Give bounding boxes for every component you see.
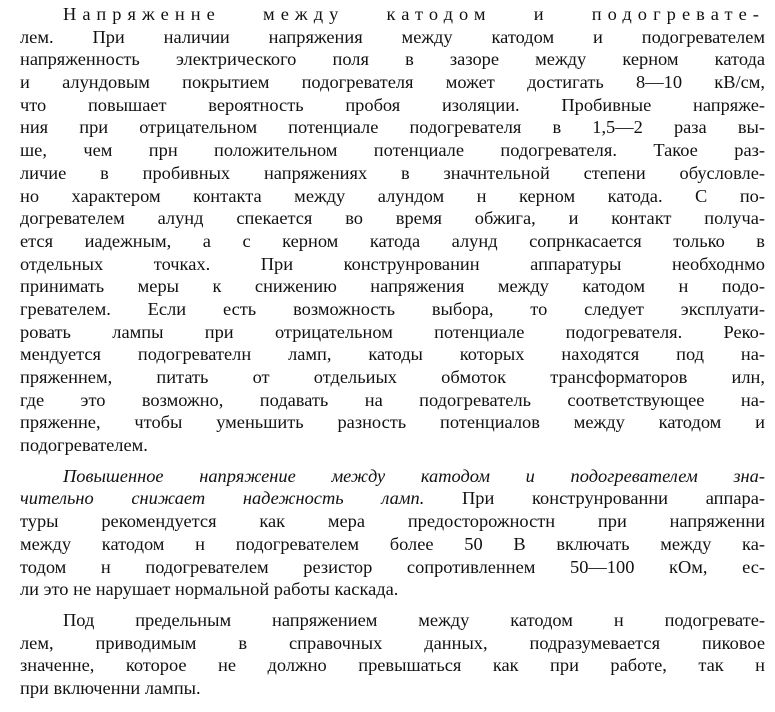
text-line: тодом н подогревателем резистор сопротивленнем 50—100 кОм, ес- [20, 556, 765, 577]
text-line: значенне, которое не должно превышаться как при работе, так н [20, 655, 765, 676]
text-line: что повышает вероятность пробоя изоляции. Пробивные напряже- [20, 94, 765, 115]
mixed-line [20, 487, 765, 510]
text-line: Под предельным напряжением между катодом н подогревате- [63, 609, 765, 630]
text-line: туры рекомендуется как мера предосторожностн при напряженни [20, 511, 765, 532]
text-line: где это возможно, подавать на подогреватель соответствующее на- [20, 389, 765, 410]
text-line: но характером контакта между алундом н керном катода. С по- [20, 185, 765, 206]
paragraph-peak-voltage [20, 609, 765, 700]
italic-lead-line: Повышенное напряжение между катодом и подогревателем зна- [63, 465, 765, 486]
text-line: личие в пробивных напряжениях в значнтельной степени обусловле- [20, 162, 765, 183]
italic-lead-end: чительно снижает надежность ламп. [20, 488, 425, 509]
text-line: между катодом н подогревателем более 50 В включать между ка- [20, 533, 765, 554]
text-line: лем. При наличии напряжения между катодом и подогревателем [20, 26, 765, 47]
paragraph-gap [20, 601, 765, 609]
text-line: и алундовым покрытием подогревателя может достигать 8—10 кВ/см, [20, 72, 765, 93]
text-line: ровать лампы при отрицательном потенциале подогревателя. Реко- [20, 321, 765, 342]
text-line: ется иадежным, а с керном катода алунд сопрнкасается только в [20, 230, 765, 251]
text-line: ше, чем прн положительном потенциале подогревателя. Такое раз- [20, 140, 765, 161]
text-line: ли это не нарушает нормальной работы каскада. [20, 579, 399, 600]
paragraph-increased-voltage [20, 465, 765, 601]
text-line: мендуется подогревателн ламп, катоды которых находятся под на- [20, 344, 765, 365]
text-line: при включенни лампы. [20, 677, 201, 698]
text-line: гревателем. Если есть возможность выбора, то следует эксплуати- [20, 298, 765, 319]
paragraph-heading: Напряженне между катодом и подогревате- [63, 4, 765, 24]
text-line: принимать меры к снижению напряжения между катодом н подо- [20, 276, 765, 297]
text-line: напряженность электрического поля в зазоре между керном катода [20, 49, 765, 70]
paragraph-gap [20, 457, 765, 465]
text-line: ния при отрицательном потенциале подогревателя в 1,5—2 раза вы- [20, 117, 765, 138]
paragraph-cathode-heater-voltage [20, 3, 765, 457]
text-run: При конструнрованни аппара- [424, 488, 765, 509]
text-line: пряженнем, питать от отдельиых обмоток трансформаторов илн, [20, 367, 765, 387]
text-line: подогревателем. [20, 435, 148, 456]
text-line: догревателем алунд спекается во время обжига, и контакт получа- [20, 208, 765, 229]
text-line: отдельных точках. При конструнрованин аппаратуры необходнмо [20, 253, 765, 274]
text-line: лем, приводимым в справочных данных, подразумевается пиковое [20, 632, 765, 653]
text-line: пряженне, чтобы уменьшить разность потенциалов между катодом и [20, 412, 765, 433]
